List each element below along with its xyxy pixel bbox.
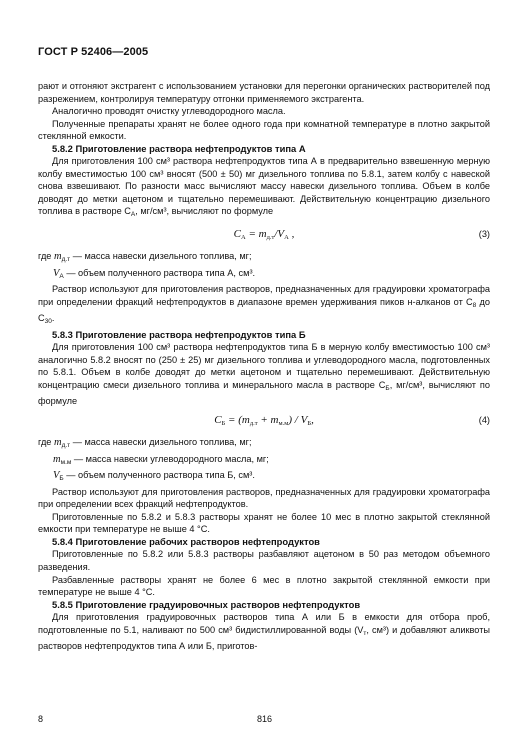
paragraph: Раствор используют для приготовления растворов, предназначенных для градуировки хроматографа при определении фракций нефтепродуктов в диапазоне времен удерживания пиков н-алканов от $C_8$ до $C_{30}$. xyxy=(38,284,490,326)
paragraph: Приготовленные по 5.8.2 или 5.8.3 растворы разбавляют ацетоном в 50 раз методом объемного разведения. xyxy=(38,549,490,572)
subscript: А xyxy=(130,211,136,219)
paragraph: Аналогично проводят очистку углеводородного масла. xyxy=(52,106,286,117)
paragraph-text: , мг/см³, вычисляют по формуле xyxy=(135,206,274,217)
legend-item: $m_{м.м}$ — масса навески углеводородного масла, мг; xyxy=(53,453,269,466)
section-heading-5-8-3: 5.8.3 Приготовление раствора нефтепродуктов типа Б xyxy=(52,328,306,340)
document-body xyxy=(38,80,490,653)
paragraph: Для приготовления 100 см³ раствора нефтепродуктов типа Б в мерную колбу вместимостью 100 см³ аналогично 5.8.2 вносят по (250 ± 25) мг дизельного топлива и углеводородного масла, подготовленных по 5.8.1. Объем в колбе доводят до метки ацетоном и тщательно перемешивают. Действительную концентрацию смеси дизельного топлива и минерального масла в растворе $C_Б$, мг/см³, вычисляют по формуле xyxy=(38,342,490,407)
section-heading-5-8-4: 5.8.4 Приготовление рабочих растворов нефтепродуктов xyxy=(52,535,320,547)
paragraph: Разбавленные растворы хранят не более 6 мес в плотно закрытой стеклянной емкости при температуре не выше 4 °С. xyxy=(38,574,490,598)
formula-expression: $C_Б = (m_{д.т} + m_{м.м}) / V_Б$, xyxy=(214,414,314,428)
page-number: 8 xyxy=(38,714,44,724)
section-heading-5-8-2: 5.8.2 Приготовление раствора нефтепродуктов типа А xyxy=(52,142,306,154)
formula-legend xyxy=(38,250,490,283)
legend-item: где $m_{д.т}$ — масса навески дизельного топлива, мг; xyxy=(38,251,252,264)
paragraph: Раствор используют для приготовления растворов, предназначенных для градуировки хроматографа при определении всех фракций нефтепродуктов. xyxy=(38,486,490,510)
paragraph: Для приготовления градуировочных растворов типа А или Б в емкости для отбора проб, подготовленные по 5.1, наливают по 500 см³ бидистиллированной воды ($V_т$, см³) и добавляют аликвоты растворов нефтепродуктов типа А или Б, приготов- xyxy=(38,612,491,652)
legend-item: где $m_{д.т}$ — масса навески дизельного топлива, мг; xyxy=(38,437,252,450)
paragraph: Полученные препараты хранят не более одного года при комнатной температуре в плотно закрытой стеклянной емкости. xyxy=(38,118,490,142)
legend-item: $V_Б$ — объем полученного раствора типа Б, см³. xyxy=(53,470,255,483)
formula-legend xyxy=(38,436,490,486)
section-heading-5-8-5: 5.8.5 Приготовление градуировочных растворов нефтепродуктов xyxy=(52,598,361,610)
paragraph xyxy=(38,155,490,222)
paragraph: Приготовленные по 5.8.2 и 5.8.3 растворы хранят не более 10 мес в плотно закрытой стеклянной емкости при температуре не выше 4 °С. xyxy=(38,511,490,535)
formula-number: (4) xyxy=(478,415,490,426)
formula-expression: $C_А = m_{д.т}/V_А$ , xyxy=(233,228,295,242)
paragraph-text: Для приготовления 100 см³ раствора нефтепродуктов типа А в предварительно взвешенную мерную колбу вместимостью 100 см³ вносят (500 ± 50) мг дизельного топлива по 5.8.1, затем колбу с навеской снова взвешивают. По разности масс вычисляют массу навески дизельного топлива. Объем в колбе доводят до метки ацетоном и тщательно перемешивают. Действительную концентрацию дизельного топлива в растворе C xyxy=(38,156,490,217)
paragraph: рают и отгоняют экстрагент с использованием установки для перегонки органических растворителей под разрежением, контролируя температуру отгонки применяемого экстрагента. xyxy=(38,81,490,104)
document-header-title: ГОСТ Р 52406—2005 xyxy=(38,46,149,58)
sheet-number: 816 xyxy=(256,714,273,724)
formula-3 xyxy=(38,228,490,243)
formula-4 xyxy=(38,414,490,429)
legend-item: $V_А$ — объем полученного раствора типа А, см³. xyxy=(53,267,256,280)
formula-number: (3) xyxy=(478,229,490,240)
